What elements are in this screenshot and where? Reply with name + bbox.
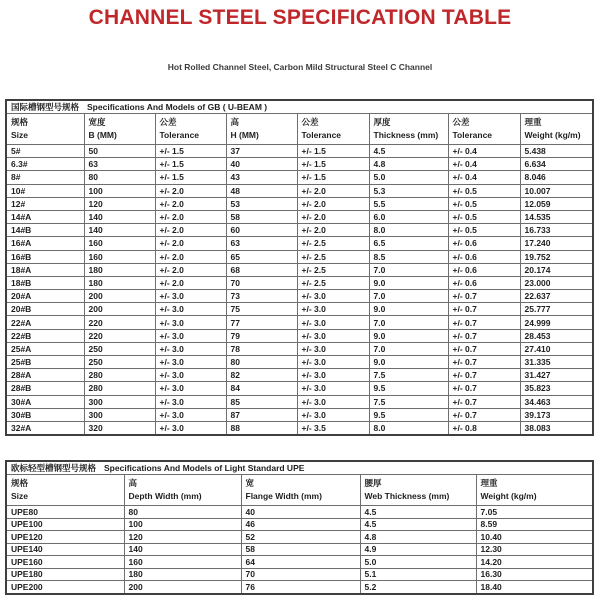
cell: 60 [226,224,297,237]
column-header-cn: 规格 [11,478,29,488]
cell: +/- 3.0 [155,395,226,408]
cell: 250 [84,356,155,369]
table-row [6,506,593,519]
cell: 75 [226,303,297,316]
column-header-en: Tolerance [452,130,493,140]
cell: 4.8 [360,531,476,544]
cell: 200 [124,581,241,594]
cell: 9.5 [369,408,448,421]
cell: 27.410 [520,342,593,355]
cell: 20#A [6,290,84,303]
cell: +/- 0.7 [448,395,520,408]
cell: 34.463 [520,395,593,408]
cell: 6.5 [369,237,448,250]
cell: 160 [84,250,155,263]
cell: 68 [226,263,297,276]
cell: 6.3# [6,158,84,171]
column-header-en: Size [11,491,29,501]
cell: +/- 0.4 [448,145,520,158]
table-row [6,197,593,210]
cell: +/- 0.8 [448,421,520,435]
cell: 58 [226,210,297,223]
table-row [6,276,593,289]
cell: 77 [226,316,297,329]
cell: +/- 3.5 [297,421,369,435]
cell: 14#A [6,210,84,223]
column-header-cn: 宽度 [88,117,106,127]
cell: 9.5 [369,382,448,395]
cell: +/- 2.0 [297,197,369,210]
cell: +/- 3.0 [155,421,226,435]
cell: 18#A [6,263,84,276]
cell: 17.240 [520,237,593,250]
cell: 9.0 [369,329,448,342]
cell: +/- 3.0 [155,329,226,342]
table-row [6,303,593,316]
cell: +/- 3.0 [297,316,369,329]
column-header [6,475,124,506]
cell: +/- 2.0 [297,184,369,197]
cell: 7.05 [476,506,593,519]
gb-table-header-row [6,114,593,145]
cell: +/- 3.0 [155,356,226,369]
upe-spec-table [5,460,594,595]
cell: 22#B [6,329,84,342]
cell: 40 [241,506,360,519]
cell: 8.0 [369,224,448,237]
cell: 140 [84,210,155,223]
table-row [6,556,593,569]
cell: 6.634 [520,158,593,171]
cell: 8# [6,171,84,184]
table-row [6,531,593,544]
cell: 25#B [6,356,84,369]
page-title: CHANNEL STEEL SPECIFICATION TABLE [88,6,512,29]
table-row [6,342,593,355]
gb-table-caption-cn: 国际槽钢型号规格 [11,102,80,112]
cell: +/- 3.0 [297,356,369,369]
cell: 180 [84,276,155,289]
column-header-en: Flange Width (mm) [245,491,322,501]
table-row [6,421,593,435]
cell: 9.0 [369,276,448,289]
cell: +/- 0.6 [448,263,520,276]
cell: 46 [241,518,360,531]
cell: 63 [84,158,155,171]
cell: 37 [226,145,297,158]
cell: 10.40 [476,531,593,544]
cell: 76 [241,581,360,594]
column-header-en: Size [11,130,29,140]
cell: 14.535 [520,210,593,223]
table-row [6,263,593,276]
cell: +/- 0.5 [448,197,520,210]
cell: 200 [84,303,155,316]
cell: +/- 1.5 [155,158,226,171]
cell: +/- 2.0 [297,224,369,237]
cell: +/- 3.0 [297,382,369,395]
cell: +/- 2.5 [297,237,369,250]
cell: +/- 3.0 [155,290,226,303]
cell: 200 [84,290,155,303]
column-header [520,114,593,145]
table-row [6,210,593,223]
cell: 7.5 [369,369,448,382]
table-row [6,250,593,263]
cell: 48 [226,184,297,197]
cell: 280 [84,369,155,382]
cell: +/- 0.6 [448,237,520,250]
cell: +/- 2.0 [297,210,369,223]
column-header-cn: 公差 [159,117,177,127]
cell: 80 [226,356,297,369]
column-header [124,475,241,506]
cell: 31.335 [520,356,593,369]
cell: UPE80 [6,506,124,519]
cell: +/- 3.0 [155,369,226,382]
cell: +/- 1.5 [155,145,226,158]
cell: +/- 3.0 [297,369,369,382]
column-header-cn: 宽 [245,478,255,488]
table-row [6,581,593,594]
cell: 5.438 [520,145,593,158]
cell: 87 [226,408,297,421]
cell: 38.083 [520,421,593,435]
cell: 24.999 [520,316,593,329]
cell: 30#A [6,395,84,408]
cell: 16.733 [520,224,593,237]
cell: UPE160 [6,556,124,569]
cell: 4.5 [360,518,476,531]
cell: 7.0 [369,263,448,276]
cell: 4.5 [369,145,448,158]
cell: 160 [84,237,155,250]
cell: 31.427 [520,369,593,382]
cell: 50 [84,145,155,158]
cell: 14.20 [476,556,593,569]
cell: 25.777 [520,303,593,316]
cell: 4.9 [360,543,476,556]
cell: 8.0 [369,421,448,435]
cell: +/- 3.0 [155,316,226,329]
upe-table-caption-row [6,461,593,475]
table-row [6,395,593,408]
cell: 7.0 [369,342,448,355]
cell: 23.000 [520,276,593,289]
cell: 82 [226,369,297,382]
cell: +/- 0.7 [448,316,520,329]
cell: 70 [226,276,297,289]
cell: 4.5 [360,506,476,519]
table-row [6,316,593,329]
upe-table-caption [6,461,593,475]
cell: +/- 1.5 [297,145,369,158]
column-header [448,114,520,145]
cell: 7.0 [369,316,448,329]
column-header-cn: 腰厚 [364,478,382,488]
cell: 4.8 [369,158,448,171]
cell: 32#A [6,421,84,435]
cell: 70 [241,568,360,581]
cell: 16#B [6,250,84,263]
cell: 6.0 [369,210,448,223]
table-row [6,382,593,395]
gb-table-caption-row [6,100,593,114]
cell: +/- 2.0 [155,237,226,250]
cell: 7.0 [369,290,448,303]
cell: 5.1 [360,568,476,581]
table-row [6,158,593,171]
cell: 8.59 [476,518,593,531]
table-row [6,329,593,342]
cell: 10.007 [520,184,593,197]
cell: UPE100 [6,518,124,531]
cell: +/- 0.7 [448,356,520,369]
cell: 64 [241,556,360,569]
cell: 160 [124,556,241,569]
cell: +/- 3.0 [155,303,226,316]
cell: 180 [84,263,155,276]
column-header [155,114,226,145]
cell: 88 [226,421,297,435]
cell: 120 [84,197,155,210]
cell: UPE120 [6,531,124,544]
column-header [6,114,84,145]
cell: +/- 0.4 [448,171,520,184]
cell: 79 [226,329,297,342]
table-row [6,369,593,382]
cell: 28#B [6,382,84,395]
column-header-en: H (MM) [230,130,259,140]
cell: +/- 1.5 [297,158,369,171]
cell: 12.30 [476,543,593,556]
table-row [6,543,593,556]
column-header-en: Tolerance [159,130,200,140]
cell: +/- 0.7 [448,329,520,342]
cell: +/- 0.7 [448,369,520,382]
column-header [226,114,297,145]
cell: 14#B [6,224,84,237]
cell: 78 [226,342,297,355]
table-row [6,237,593,250]
cell: 280 [84,382,155,395]
cell: 40 [226,158,297,171]
table-row [6,518,593,531]
cell: 140 [84,224,155,237]
cell: 5# [6,145,84,158]
table-row [6,224,593,237]
cell: +/- 2.0 [155,197,226,210]
column-header-en: Weight (kg/m) [524,130,581,140]
column-header [84,114,155,145]
gb-table-caption-en: Specifications And Models of GB ( U-BEAM ) [87,102,268,112]
cell: 20#B [6,303,84,316]
upe-table-caption-cn: 欧标轻型槽钢型号规格 [11,463,97,473]
column-header-cn: 理重 [524,117,542,127]
column-header [360,475,476,506]
cell: 120 [124,531,241,544]
cell: 52 [241,531,360,544]
cell: +/- 0.4 [448,158,520,171]
cell: 18#B [6,276,84,289]
cell: +/- 3.0 [155,408,226,421]
cell: +/- 0.7 [448,290,520,303]
table-row [6,171,593,184]
cell: +/- 3.0 [297,290,369,303]
cell: 320 [84,421,155,435]
cell: 73 [226,290,297,303]
cell: +/- 0.7 [448,342,520,355]
cell: 25#A [6,342,84,355]
cell: 140 [124,543,241,556]
cell: 250 [84,342,155,355]
cell: 53 [226,197,297,210]
column-header [369,114,448,145]
column-header-en: Depth Width (mm) [128,491,202,501]
cell: 10# [6,184,84,197]
cell: 8.046 [520,171,593,184]
column-header-en: Tolerance [301,130,342,140]
cell: 7.5 [369,395,448,408]
cell: +/- 2.0 [155,263,226,276]
column-header-cn: 厚度 [373,117,391,127]
column-header [297,114,369,145]
cell: +/- 3.0 [297,395,369,408]
cell: +/- 1.5 [155,171,226,184]
cell: +/- 3.0 [297,342,369,355]
cell: 300 [84,408,155,421]
gb-spec-table [5,99,594,436]
cell: UPE200 [6,581,124,594]
column-header [476,475,593,506]
cell: 80 [84,171,155,184]
table-row [6,356,593,369]
column-header [241,475,360,506]
cell: +/- 0.7 [448,408,520,421]
cell: +/- 0.5 [448,224,520,237]
column-header-en: Weight (kg/m) [480,491,537,501]
cell: 220 [84,316,155,329]
cell: 84 [226,382,297,395]
cell: 63 [226,237,297,250]
cell: +/- 2.0 [155,210,226,223]
cell: 20.174 [520,263,593,276]
cell: UPE180 [6,568,124,581]
cell: +/- 0.6 [448,250,520,263]
cell: 16.30 [476,568,593,581]
cell: 9.0 [369,356,448,369]
cell: 12.059 [520,197,593,210]
cell: 5.3 [369,184,448,197]
column-header-en: B (MM) [88,130,117,140]
cell: +/- 0.7 [448,382,520,395]
cell: UPE140 [6,543,124,556]
cell: 18.40 [476,581,593,594]
cell: 100 [124,518,241,531]
column-header-cn: 高 [128,478,138,488]
cell: +/- 3.0 [297,408,369,421]
column-header-cn: 公差 [452,117,470,127]
cell: 28.453 [520,329,593,342]
cell: +/- 0.5 [448,210,520,223]
upe-table-header-row [6,475,593,506]
column-header-cn: 理重 [480,478,498,488]
cell: +/- 2.0 [155,224,226,237]
cell: 180 [124,568,241,581]
cell: 65 [226,250,297,263]
column-header-cn: 高 [230,117,240,127]
cell: +/- 1.5 [297,171,369,184]
cell: +/- 3.0 [297,329,369,342]
cell: 5.2 [360,581,476,594]
column-header-en: Web Thickness (mm) [364,491,450,501]
cell: 5.5 [369,197,448,210]
gb-table-caption [6,100,593,114]
cell: +/- 0.5 [448,184,520,197]
column-header-en: Thickness (mm) [373,130,439,140]
cell: 22.637 [520,290,593,303]
cell: +/- 2.0 [155,250,226,263]
cell: 39.173 [520,408,593,421]
cell: +/- 3.0 [155,382,226,395]
cell: 100 [84,184,155,197]
cell: +/- 2.5 [297,263,369,276]
cell: 300 [84,395,155,408]
cell: +/- 2.0 [155,276,226,289]
cell: 5.0 [360,556,476,569]
cell: 35.823 [520,382,593,395]
cell: 30#B [6,408,84,421]
cell: 8.5 [369,250,448,263]
cell: 16#A [6,237,84,250]
column-header-cn: 公差 [301,117,319,127]
cell: 22#A [6,316,84,329]
cell: +/- 2.5 [297,276,369,289]
cell: +/- 3.0 [155,342,226,355]
cell: 85 [226,395,297,408]
cell: +/- 2.0 [155,184,226,197]
cell: 220 [84,329,155,342]
page-subtitle: Hot Rolled Channel Steel, Carbon Mild Structural Steel C Channel [167,62,433,72]
cell: 12# [6,197,84,210]
table-row [6,290,593,303]
column-header-cn: 规格 [11,117,29,127]
table-row [6,408,593,421]
cell: 9.0 [369,303,448,316]
cell: +/- 0.7 [448,303,520,316]
cell: 43 [226,171,297,184]
cell: 80 [124,506,241,519]
cell: +/- 2.5 [297,250,369,263]
table-row [6,184,593,197]
upe-table-caption-en: Specifications And Models of Light Standard UPE [104,463,305,473]
cell: +/- 3.0 [297,303,369,316]
table-row [6,145,593,158]
cell: +/- 0.6 [448,276,520,289]
cell: 28#A [6,369,84,382]
cell: 5.0 [369,171,448,184]
table-row [6,568,593,581]
cell: 58 [241,543,360,556]
cell: 19.752 [520,250,593,263]
